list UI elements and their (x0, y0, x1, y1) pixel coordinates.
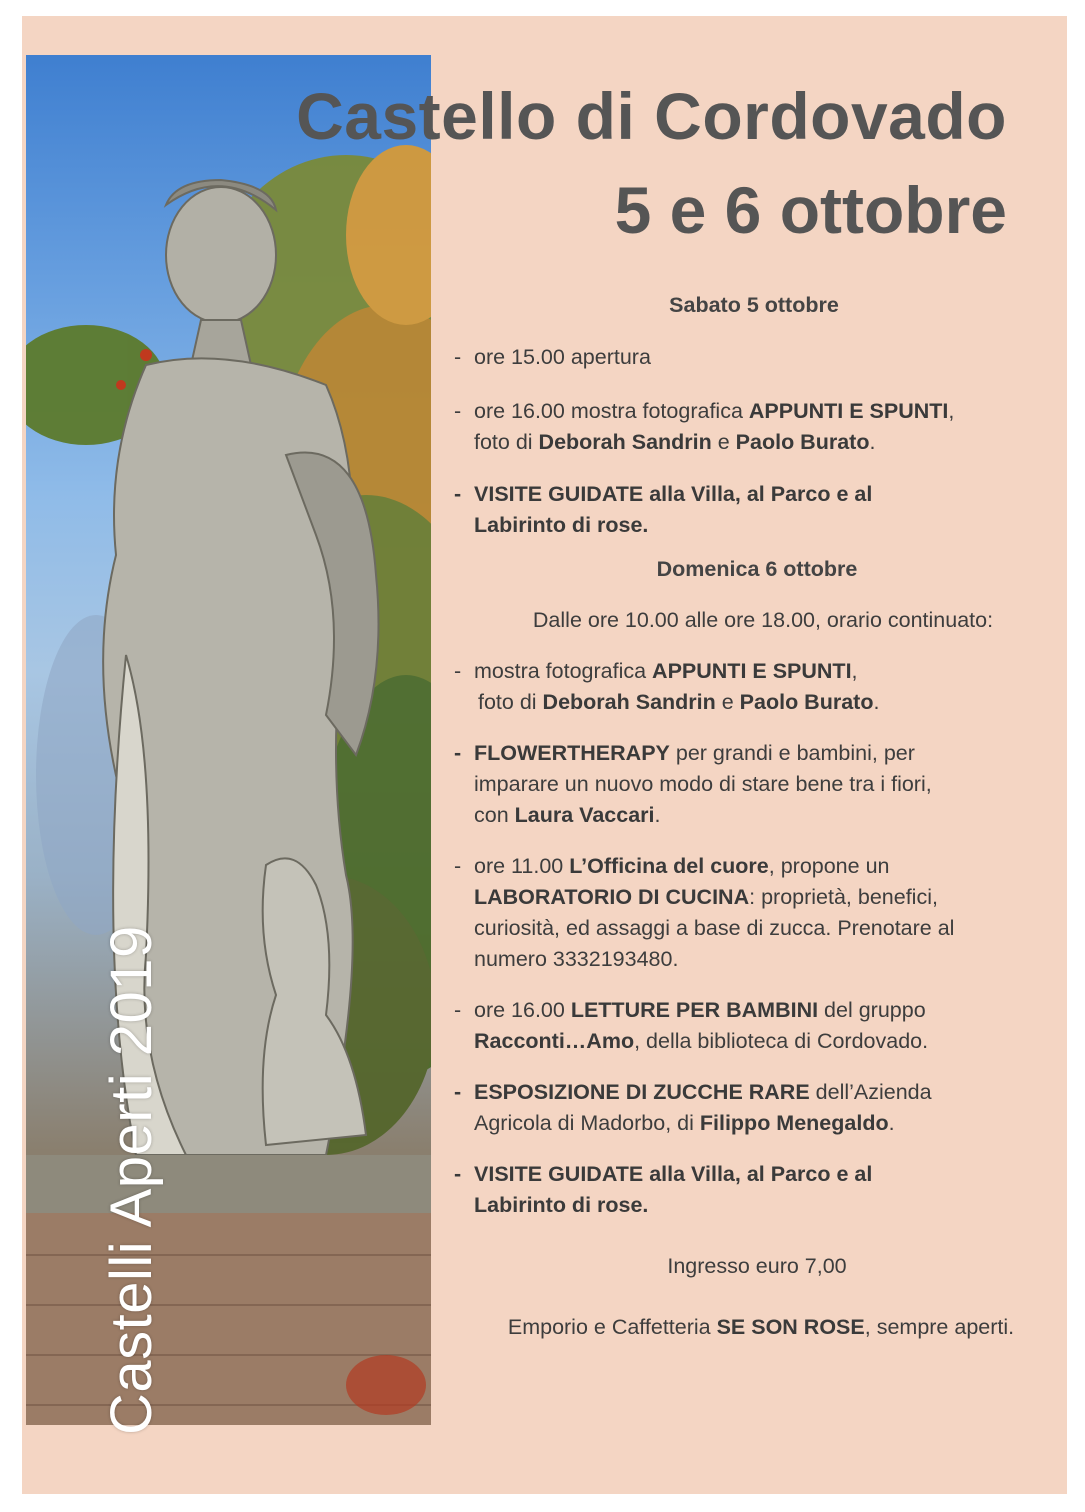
list-item: - VISITE GUIDATE alla Villa, al Parco e al Labirinto di rose. (454, 482, 873, 537)
saturday-heading: Sabato 5 ottobre (669, 293, 839, 317)
list-item: - VISITE GUIDATE alla Villa, al Parco e al Labirinto di rose. (454, 1162, 873, 1217)
poster-date: 5 e 6 ottobre (614, 173, 1007, 247)
list-item: - ore 15.00 apertura (454, 345, 651, 369)
statue-photo (26, 55, 431, 1425)
list-item: - ESPOSIZIONE DI ZUCCHE RARE dell’Azienda Agricola di Madorbo, di Filippo Menegaldo. (454, 1080, 932, 1135)
photo-caption: Castelli Aperti 2019 (99, 925, 164, 1435)
list-item: - FLOWERTHERAPY per grandi e bambini, per imparare un nuovo modo di stare bene tra i fiori, con Laura Vaccari. (454, 741, 932, 827)
footer-note: Emporio e Caffetteria SE SON ROSE, sempre aperti. (507, 1315, 1015, 1339)
sunday-hours: Dalle ore 10.00 alle ore 18.00, orario continuato: (532, 608, 994, 632)
poster-title: Castello di Cordovado (296, 79, 1007, 153)
list-item: - ore 11.00 L’Officina del cuore, propone un LABORATORIO DI CUCINA: proprietà, benefici, curiosità, ed assaggi a base di zucca. Prenotare al numero 3332193480. (454, 854, 955, 971)
list-item: - ore 16.00 mostra fotografica APPUNTI E SPUNTI, foto di Deborah Sandrin e Paolo Burato. (454, 399, 955, 454)
list-item: - mostra fotografica APPUNTI E SPUNTI, foto di Deborah Sandrin e Paolo Burato. (454, 659, 880, 714)
ticket-price: Ingresso euro 7,00 (667, 1254, 847, 1278)
list-item: - ore 16.00 LETTURE PER BAMBINI del gruppo Racconti…Amo, della biblioteca di Cordovado. (454, 998, 929, 1053)
sunday-heading: Domenica 6 ottobre (656, 557, 858, 581)
program-text (452, 290, 1062, 1343)
